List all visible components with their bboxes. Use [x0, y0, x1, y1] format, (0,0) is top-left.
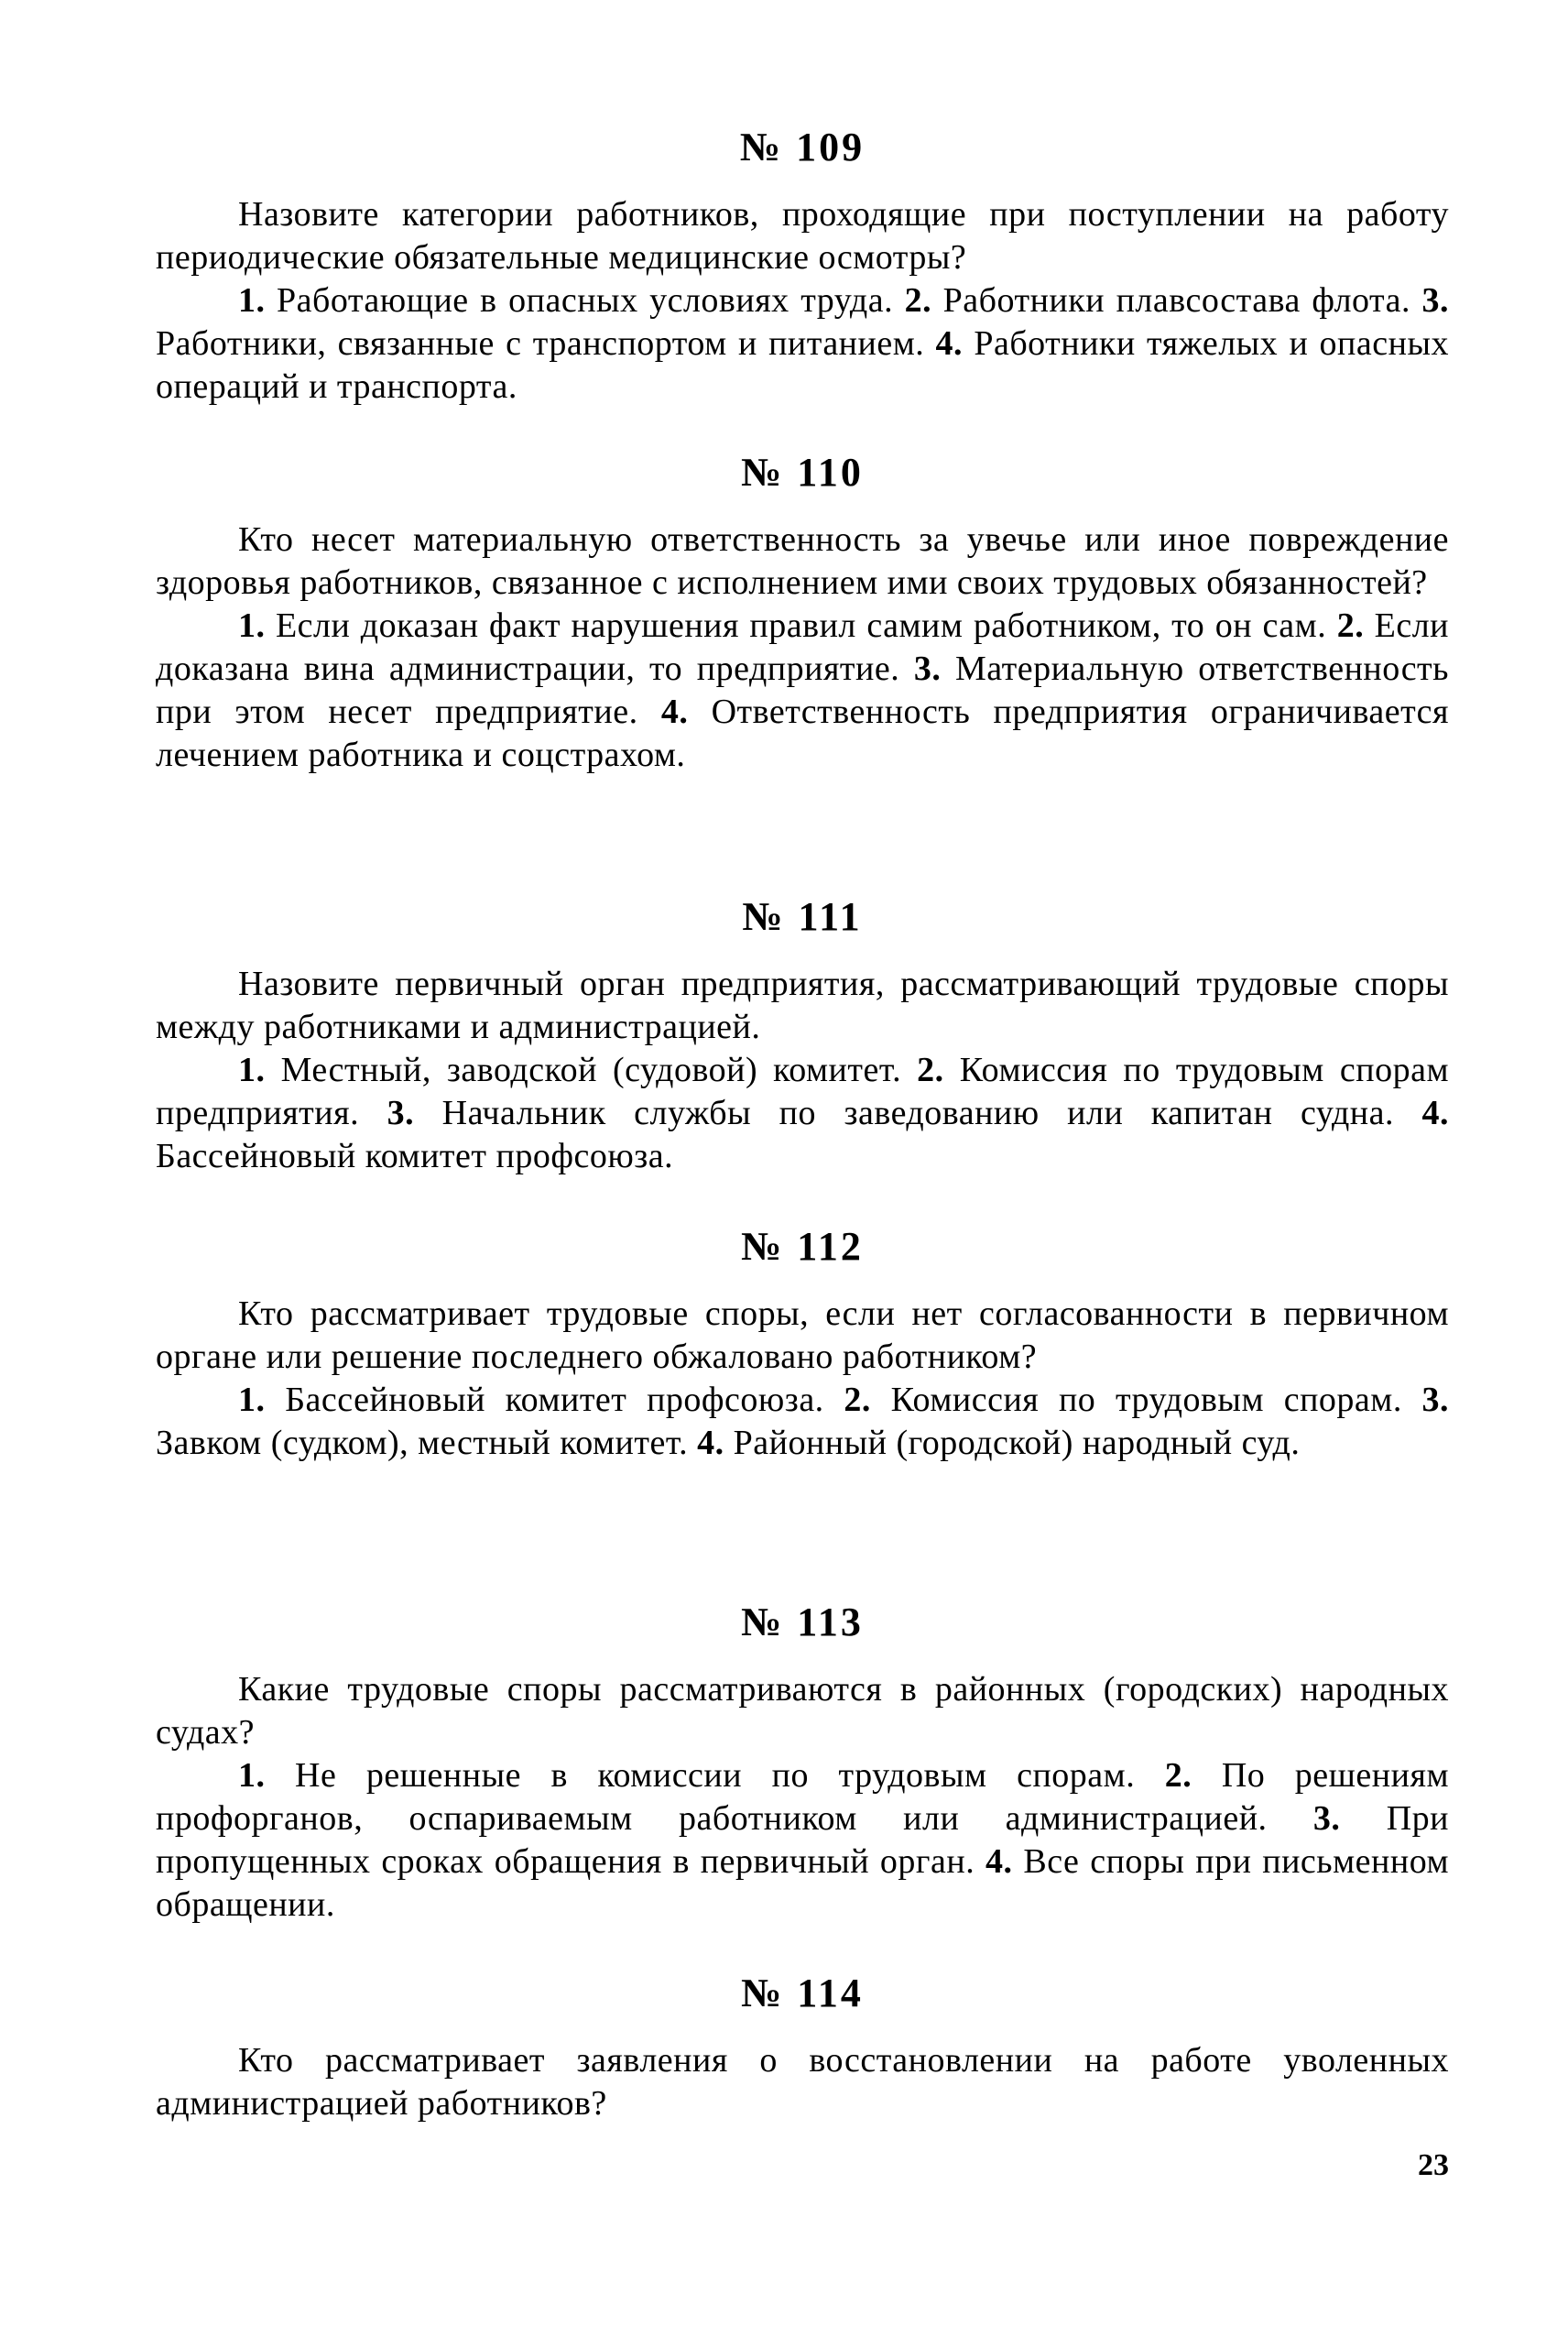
- option-number: 2.: [1336, 606, 1365, 645]
- question-111: [156, 893, 1449, 1178]
- question-110: [156, 449, 1449, 777]
- question-number: № 113: [741, 1600, 864, 1644]
- option-text: Все споры при письменном обращении.: [156, 1842, 1450, 1924]
- option-text: Районный (городской) народный суд.: [733, 1424, 1301, 1462]
- answer-options: [156, 605, 1449, 777]
- option-number: 2.: [904, 281, 932, 320]
- option-number: 3.: [387, 1094, 415, 1132]
- option-text: Если доказан факт нарушения правил самим работником, то он сам.: [275, 606, 1327, 645]
- option-text: Ответственность предприятия ограничивается лечением работника и соцстрахом.: [156, 693, 1450, 774]
- option-text: Работники тяжелых и опасных операций и транспорта.: [156, 324, 1449, 406]
- question-114: [156, 1970, 1449, 2125]
- question-number: № 110: [741, 450, 864, 495]
- option-text: Комиссия по трудовым спорам предприятия.: [156, 1051, 1450, 1132]
- answer-options: [156, 1754, 1449, 1927]
- page-number: 23: [1418, 2148, 1449, 2182]
- option-number: 1.: [238, 1051, 266, 1089]
- option-number: 1.: [238, 606, 266, 645]
- option-text: Бассейновый комитет профсоюза.: [285, 1381, 824, 1419]
- answer-options: [156, 1379, 1449, 1465]
- option-text: Работающие в опасных условиях труда.: [277, 281, 894, 320]
- option-text: Материальную ответственность при этом несет предприятие.: [156, 650, 1449, 731]
- option-number: 4.: [697, 1424, 724, 1462]
- question-112: [156, 1223, 1449, 1465]
- option-text: Местный, заводской (судовой) комитет.: [280, 1051, 902, 1089]
- option-text: Начальник службы по заведованию или капитан судна.: [441, 1094, 1395, 1132]
- option-number: 2.: [917, 1051, 944, 1089]
- question-number: № 114: [741, 1971, 864, 2015]
- question-text: Кто несет материальную ответственность за увечье или иное повреждение здоровья работников, связанное с исполнением ими своих трудовых обязанностей?: [156, 520, 1449, 602]
- option-number: 3.: [1421, 1381, 1450, 1419]
- option-number: 4.: [935, 324, 964, 363]
- option-number: 2.: [1164, 1756, 1192, 1795]
- option-text: Если доказана вина администрации, то предприятие.: [156, 606, 1450, 688]
- question-text: Какие трудовые споры рассматриваются в районных (городских) народных судах?: [156, 1670, 1449, 1752]
- option-number: 1.: [238, 1756, 266, 1795]
- option-number: 4.: [1421, 1094, 1450, 1132]
- question-text: Кто рассматривает заявления о восстановлении на работе уволенных администрацией работников?: [156, 2041, 1449, 2123]
- option-text: Завком (судком), местный комитет.: [156, 1424, 689, 1462]
- option-text: Не решенные в комиссии по трудовым спорам.: [295, 1756, 1136, 1795]
- option-text: Комиссия по трудовым спорам.: [890, 1381, 1402, 1419]
- option-number: 1.: [238, 1381, 266, 1419]
- option-number: 3.: [1421, 281, 1450, 320]
- option-number: 4.: [985, 1842, 1013, 1881]
- question-113: [156, 1599, 1449, 1927]
- option-number: 3.: [1312, 1799, 1341, 1838]
- option-text: Бассейновый комитет профсоюза.: [156, 1137, 674, 1175]
- option-text: Работники плавсостава флота.: [942, 281, 1410, 320]
- question-number: № 111: [742, 894, 863, 939]
- answer-options: [156, 279, 1449, 409]
- option-number: 1.: [238, 281, 266, 320]
- question-number: № 109: [739, 125, 866, 169]
- question-text: Назовите категории работников, проходящие при поступлении на работу периодические обязательные медицинские осмотры?: [156, 195, 1449, 277]
- option-text: При пропущенных сроках обращения в первичный орган.: [156, 1799, 1449, 1881]
- option-number: 4.: [660, 693, 689, 731]
- question-109: [156, 124, 1449, 409]
- option-text: Работники, связанные с транспортом и питанием.: [156, 324, 925, 363]
- question-text: Кто рассматривает трудовые споры, если нет согласованности в первичном органе или решение последнего обжаловано работником?: [156, 1294, 1449, 1376]
- option-number: 3.: [913, 650, 942, 688]
- question-text: Назовите первичный орган предприятия, рассматривающий трудовые споры между работниками и администрацией.: [156, 965, 1449, 1046]
- answer-options: [156, 1049, 1449, 1178]
- question-number: № 112: [741, 1224, 864, 1269]
- option-text: По решениям профорганов, оспариваемым работником или администрацией.: [156, 1756, 1449, 1838]
- option-number: 2.: [844, 1381, 871, 1419]
